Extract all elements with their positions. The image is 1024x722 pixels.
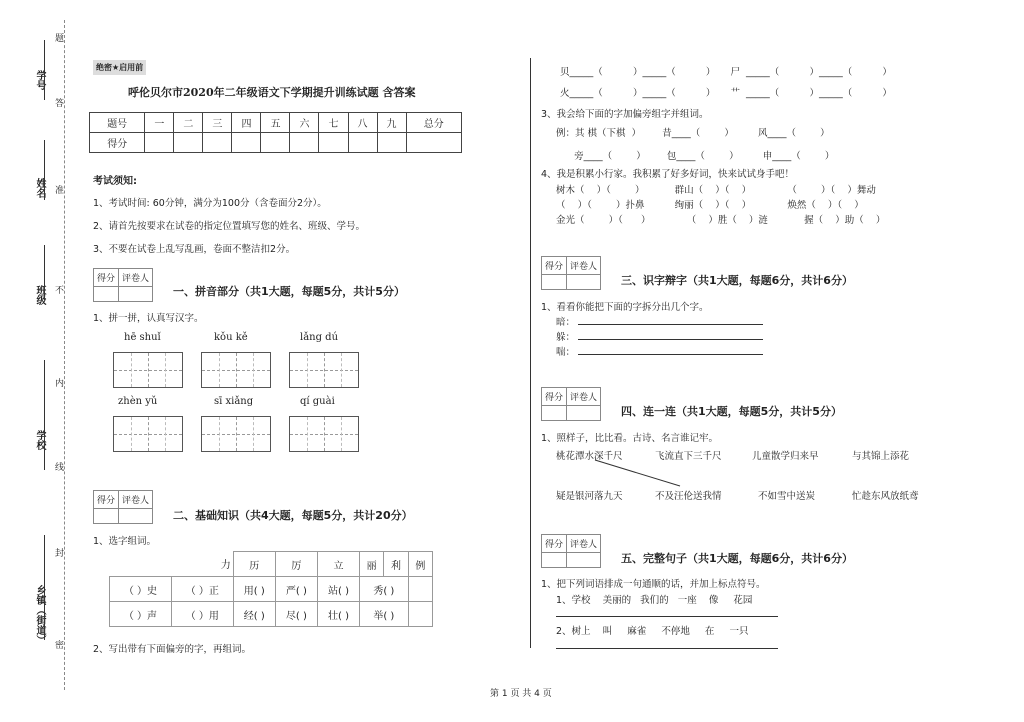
grader-score-label: 得分 — [94, 491, 119, 509]
score-cell[interactable] — [174, 133, 203, 153]
score-header: 一 — [145, 113, 174, 133]
page-footer: 第 1 页 共 4 页 — [490, 689, 552, 699]
grader-box — [93, 490, 153, 524]
grader-reviewer-cell[interactable] — [567, 553, 601, 568]
word-choice-cell[interactable]: 经( ) — [233, 602, 275, 627]
word-choice-header: 力 — [220, 560, 231, 572]
section5-title: 五、完整句子（共1大题，每题6分，共计6分） — [621, 552, 853, 565]
score-cell[interactable] — [203, 133, 232, 153]
poem-line-bottom[interactable]: 疑是银河落九天 — [556, 491, 623, 502]
q3-title: 3、我会给下面的字加偏旁组字并组词。 — [541, 109, 709, 120]
sentence-words: 1、学校 美丽的 我们的 一座 像 花园 — [556, 595, 753, 606]
score-cell[interactable] — [290, 133, 319, 153]
notes-item: 1、考试时间: 60分钟，满分为100分（含卷面分2分）。 — [93, 198, 327, 209]
section1-title: 一、拼音部分（共1大题，每题5分，共计5分） — [173, 285, 405, 298]
word-choice-header: 利 — [384, 552, 408, 577]
word-choice-cell[interactable]: 严( ) — [275, 577, 317, 602]
score-header: 二 — [174, 113, 203, 133]
score-header: 题号 — [90, 113, 145, 133]
writing-grid[interactable] — [289, 416, 359, 452]
score-cell[interactable] — [319, 133, 348, 153]
grader-reviewer-label: 评卷人 — [567, 535, 601, 553]
score-header: 五 — [261, 113, 290, 133]
word-choice-header: 历 — [233, 552, 275, 577]
grader-score-label: 得分 — [542, 257, 567, 275]
binding-underline — [44, 40, 45, 100]
score-header: 九 — [377, 113, 406, 133]
binding-label-town: 乡镇（街道） — [34, 585, 45, 645]
score-header: 四 — [232, 113, 261, 133]
split-char: 躲： — [556, 332, 576, 343]
column-divider — [530, 58, 531, 648]
binding-underline — [44, 140, 45, 200]
score-cell[interactable] — [261, 133, 290, 153]
radical-line: 贝_____（ ）_____（ ） 尸 _____（ ）_____（ ） — [560, 67, 892, 78]
seal-char: 题 — [53, 33, 63, 42]
binding-underline — [44, 245, 45, 300]
score-row-label: 得分 — [90, 133, 145, 153]
grader-reviewer-label: 评卷人 — [567, 257, 601, 275]
grader-reviewer-cell[interactable] — [567, 275, 601, 290]
grader-score-cell[interactable] — [542, 275, 567, 290]
secret-stamp: 绝密★启用前 — [93, 60, 146, 75]
section2-question: 1、选字组词。 — [93, 536, 157, 547]
notes-item: 2、请首先按要求在试卷的指定位置填写您的姓名、班级、学号。 — [93, 221, 366, 232]
pinyin-label: lǎng dú — [300, 332, 339, 343]
seal-char: 线 — [53, 462, 63, 471]
word-choice-header: 厉 — [275, 552, 317, 577]
word-choice-header: 丽 — [360, 552, 384, 577]
grader-box — [93, 268, 153, 302]
q4-title: 4、我是积累小行家。我积累了好多好词，快来试试身手吧！ — [541, 169, 795, 180]
section1-question: 1、拼一拼，认真写汉字。 — [93, 313, 204, 324]
split-char: 喘： — [556, 347, 576, 358]
seal-char: 密 — [53, 640, 63, 649]
word-choice-cell — [408, 602, 432, 627]
word-choice-cell[interactable]: （ ）史 — [110, 577, 172, 602]
q3-line: 旁____（ ） 包____（ ） 申____（ ） — [556, 151, 835, 162]
binding-underline — [44, 535, 45, 640]
word-choice-cell[interactable]: （ ）正 — [171, 577, 233, 602]
pinyin-label: kǒu kě — [214, 332, 248, 343]
grader-reviewer-label: 评卷人 — [567, 388, 601, 406]
poem-line-top[interactable]: 儿童散学归来早 — [752, 451, 819, 462]
word-choice-cell[interactable]: 用( ) — [233, 577, 275, 602]
notes-title: 考试须知: — [93, 176, 137, 187]
grader-score-cell[interactable] — [94, 287, 119, 302]
binding-label-student-id: 学号 — [34, 70, 45, 90]
seal-char: 准 — [53, 185, 63, 194]
section2-question: 2、写出带有下面偏旁的字，再组词。 — [93, 644, 252, 655]
poem-line-top[interactable]: 与其锦上添花 — [852, 451, 910, 462]
poem-line-bottom[interactable]: 不如雪中送炭 — [758, 491, 816, 502]
poem-line-top[interactable]: 飞流直下三千尺 — [655, 451, 722, 462]
word-choice-cell[interactable]: 尽( ) — [275, 602, 317, 627]
word-choice-cell — [408, 577, 432, 602]
answer-line[interactable] — [578, 354, 763, 355]
score-cell[interactable] — [145, 133, 174, 153]
section2-title: 二、基础知识（共4大题，每题5分，共计20分） — [173, 509, 413, 522]
pinyin-label: hē shuǐ — [124, 332, 161, 343]
grader-reviewer-label: 评卷人 — [119, 491, 153, 509]
section3-question: 1、看看你能把下面的字拆分出几个字。 — [541, 302, 709, 313]
notes-item: 3、不要在试卷上乱写乱画，卷面不整洁扣2分。 — [93, 244, 296, 255]
score-cell[interactable] — [232, 133, 261, 153]
answer-line[interactable] — [578, 324, 763, 325]
score-header: 三 — [203, 113, 232, 133]
score-cell[interactable] — [406, 133, 461, 153]
score-header: 七 — [319, 113, 348, 133]
page-title: 呼伦贝尔市2020年二年级语文下学期提升训练试题 含答案 — [128, 86, 416, 99]
word-choice-header: 立 — [317, 552, 359, 577]
word-choice-cell[interactable]: （ ）用 — [171, 602, 233, 627]
binding-label-class: 班级 — [34, 285, 45, 305]
grader-box — [541, 387, 601, 421]
q3-line: 例：其 棋（下棋 ） 昔____（ ） 风____（ ） — [556, 128, 830, 139]
section4-question: 1、照样子，比比看。古诗、名言谁记牢。 — [541, 433, 719, 444]
writing-grid[interactable] — [113, 416, 183, 452]
seal-char: 封 — [53, 548, 63, 557]
seal-char: 答 — [53, 98, 63, 107]
grader-reviewer-label: 评卷人 — [119, 269, 153, 287]
q4-line: 金光（ ）（ ） （ ）胜（ ）涟 握（ ）助（ ） — [556, 215, 886, 226]
poem-line-bottom[interactable]: 不及汪伦送我情 — [655, 491, 722, 502]
score-table — [89, 112, 462, 153]
binding-dotted-line — [64, 20, 65, 690]
word-choice-cell[interactable]: 壮( ) — [317, 602, 359, 627]
pinyin-label: qí guài — [300, 396, 335, 407]
example-connect-line — [590, 458, 690, 490]
writing-grid[interactable] — [201, 352, 271, 388]
score-cell[interactable] — [377, 133, 406, 153]
grader-score-label: 得分 — [542, 535, 567, 553]
word-choice-cell[interactable]: （ ）声 — [110, 602, 172, 627]
section5-question: 1、把下列词语排成一句通顺的话，并加上标点符号。 — [541, 579, 766, 590]
grader-box — [541, 256, 601, 290]
grader-reviewer-cell[interactable] — [567, 406, 601, 421]
q4-line: （ ）（ ）扑鼻 绚丽（ ）（ ） 焕然（ ）（ ） — [556, 200, 864, 211]
answer-line[interactable] — [578, 339, 763, 340]
grader-score-label: 得分 — [542, 388, 567, 406]
poem-line-bottom[interactable]: 忙趁东风放纸鸢 — [852, 491, 919, 502]
binding-label-name: 姓名 — [34, 178, 45, 198]
score-header: 八 — [348, 113, 377, 133]
answer-line[interactable] — [556, 616, 778, 617]
word-choice-header — [110, 552, 172, 577]
poem-line-top[interactable]: 桃花潭水深千尺 — [556, 451, 623, 462]
grader-score-cell[interactable] — [94, 509, 119, 524]
word-choice-table — [109, 551, 433, 627]
radical-line: 火_____（ ）_____（ ） 艹 _____（ ）_____（ ） — [560, 88, 892, 99]
score-header: 总分 — [406, 113, 461, 133]
pinyin-label: zhèn yǔ — [118, 396, 158, 407]
section3-title: 三、识字辩字（共1大题，每题6分，共计6分） — [621, 274, 853, 287]
grader-score-label: 得分 — [94, 269, 119, 287]
grader-reviewer-cell[interactable] — [119, 509, 153, 524]
grader-reviewer-cell[interactable] — [119, 287, 153, 302]
grader-box — [541, 534, 601, 568]
binding-underline — [44, 360, 45, 470]
word-choice-cell[interactable]: 秀( ) — [360, 577, 409, 602]
grader-score-cell[interactable] — [542, 553, 567, 568]
grader-score-cell[interactable] — [542, 406, 567, 421]
split-char: 暗： — [556, 317, 576, 328]
answer-line[interactable] — [556, 648, 778, 649]
writing-grid[interactable] — [289, 352, 359, 388]
seal-char: 内 — [53, 378, 63, 387]
score-cell[interactable] — [348, 133, 377, 153]
section4-title: 四、连一连（共1大题，每题5分，共计5分） — [621, 405, 842, 418]
word-choice-cell[interactable]: 举( ) — [360, 602, 409, 627]
sentence-words: 2、树上 叫 麻雀 不停地 在 一只 — [556, 626, 749, 637]
word-choice-cell[interactable]: 站( ) — [317, 577, 359, 602]
pinyin-label: sī xiǎng — [214, 396, 254, 407]
q4-line: 树木（ ）（ ） 群山（ ）（ ） （ ）（ ）舞动 — [556, 185, 876, 196]
writing-grid[interactable] — [201, 416, 271, 452]
binding-label-school: 学校 — [34, 430, 45, 450]
writing-grid[interactable] — [113, 352, 183, 388]
word-choice-header: 例 — [408, 552, 432, 577]
seal-char: 不 — [53, 285, 63, 294]
score-header: 六 — [290, 113, 319, 133]
